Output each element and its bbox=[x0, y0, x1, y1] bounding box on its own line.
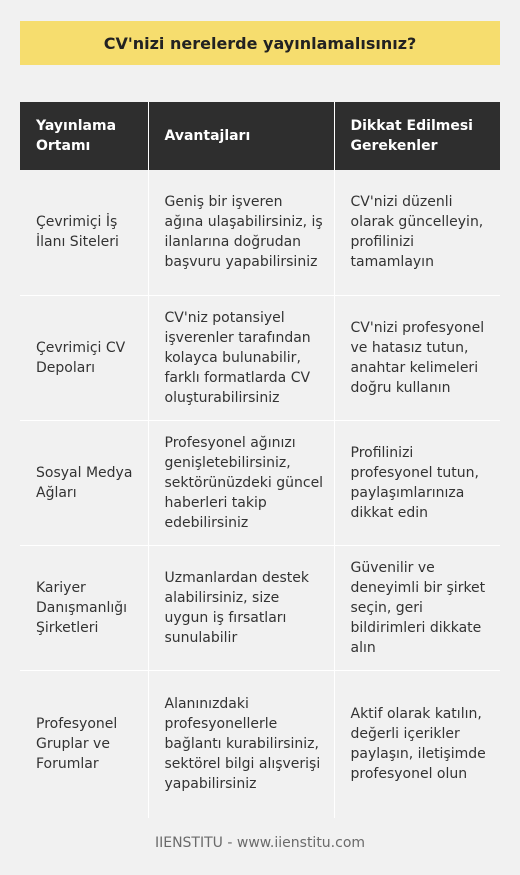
platform-cell: Profesyonel Gruplar ve Forumlar bbox=[36, 716, 118, 773]
column-header-advantages: Avantajları bbox=[148, 102, 334, 170]
table-header-row bbox=[20, 102, 500, 170]
notes-cell: Aktif olarak katılın, değerli içerikler paylaşın, iletişimde profesyonel olun bbox=[334, 670, 500, 818]
notes-cell: Güvenilir ve deneyimli bir şirket seçin, geri bildirimleri dikkate alın bbox=[334, 545, 500, 670]
platform-cell: Kariyer Danışmanlığı Şirketleri bbox=[36, 579, 128, 636]
table-row bbox=[20, 170, 500, 295]
platform-cell: Çevrimiçi İş İlanı Siteleri bbox=[36, 214, 119, 251]
title-banner bbox=[20, 21, 500, 65]
platform-cell: Çevrimiçi CV Depoları bbox=[36, 339, 126, 376]
column-header-platform: Yayınlama Ortamı bbox=[36, 118, 117, 154]
footer-credit: IIENSTITU - www.iienstitu.com bbox=[154, 835, 366, 851]
advantages-cell: CV'niz potansiyel işverenler tarafından kolayca bulunabilir, farklı formatlarda CV oluşturabilirsiniz bbox=[148, 295, 334, 420]
table-row bbox=[20, 545, 500, 670]
table-row bbox=[20, 670, 500, 818]
publishing-table bbox=[20, 102, 500, 818]
table-row bbox=[20, 420, 500, 545]
table-row bbox=[20, 295, 500, 420]
advantages-cell: Alanınızdaki profesyonellerle bağlantı kurabilirsiniz, sektörel bilgi alışverişi yapabilirsiniz bbox=[148, 670, 334, 818]
notes-cell: CV'nizi profesyonel ve hatasız tutun, anahtar kelimeleri doğru kullanın bbox=[334, 295, 500, 420]
page-title: CV'nizi nerelerde yayınlamalısınız? bbox=[103, 33, 417, 53]
notes-cell: Profilinizi profesyonel tutun, paylaşımlarınıza dikkat edin bbox=[334, 420, 500, 545]
column-header-notes: Dikkat Edilmesi Gerekenler bbox=[334, 102, 500, 170]
advantages-cell: Profesyonel ağınızı genişletebilirsiniz, sektörünüzdeki güncel haberleri takip edebilirsiniz bbox=[148, 420, 334, 545]
notes-cell: CV'nizi düzenli olarak güncelleyin, profilinizi tamamlayın bbox=[334, 170, 500, 295]
advantages-cell: Geniş bir işveren ağına ulaşabilirsiniz, iş ilanlarına doğrudan başvuru yapabilirsiniz bbox=[148, 170, 334, 295]
advantages-cell: Uzmanlardan destek alabilirsiniz, size uygun iş fırsatları sunulabilir bbox=[148, 545, 334, 670]
platform-cell: Sosyal Medya Ağları bbox=[36, 464, 133, 501]
